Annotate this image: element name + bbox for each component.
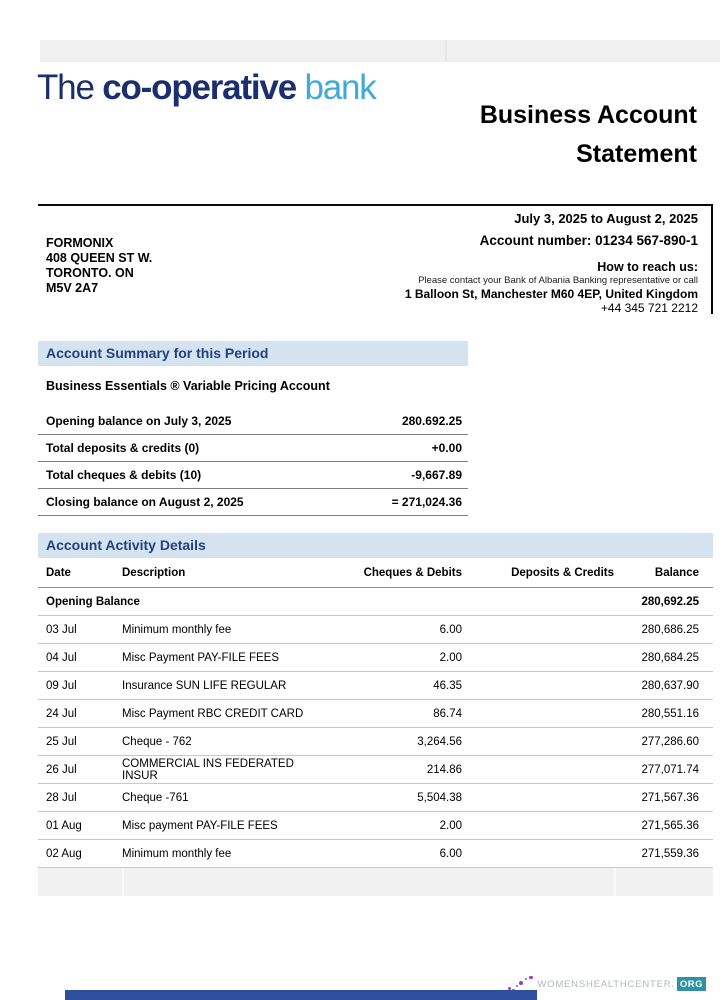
- summary-row-label: Total deposits & credits (0): [46, 441, 200, 455]
- summary-row-label: Opening balance on July 3, 2025: [46, 414, 232, 428]
- cell-description: Misc payment PAY-FILE FEES: [122, 819, 278, 832]
- activity-section-heading: Account Activity Details: [38, 533, 713, 558]
- header-horizontal-rule: [38, 204, 713, 206]
- cell-balance: 271,565.36: [641, 819, 699, 832]
- column-header-balance: Balance: [654, 566, 699, 579]
- cell-debit: 6.00: [439, 847, 462, 860]
- cell-description: Misc Payment RBC CREDIT CARD: [122, 707, 304, 720]
- table-row: [38, 840, 713, 868]
- summary-row-value: = 271,024.36: [391, 495, 462, 509]
- cell-debit: 86.74: [433, 707, 462, 720]
- table-row: [38, 728, 713, 756]
- cell-balance: 280,684.25: [641, 651, 699, 664]
- recipient-postcode: M5V 2A7: [46, 281, 99, 295]
- cell-balance: 280,686.25: [641, 623, 699, 636]
- cell-balance: 280,637.90: [641, 679, 699, 692]
- cell-description: Minimum monthly fee: [122, 847, 232, 860]
- cell-date: 02 Aug: [46, 847, 82, 860]
- cell-balance: 280,551.16: [641, 707, 699, 720]
- cell-description: Cheque -761: [122, 791, 189, 804]
- header-vertical-rule: [711, 204, 713, 314]
- summary-row: [38, 435, 468, 462]
- cell-date: 03 Jul: [46, 623, 77, 636]
- recipient-city: TORONTO. ON: [46, 266, 134, 280]
- cell-debit: 2.00: [439, 819, 462, 832]
- cell-debit: 6.00: [439, 623, 462, 636]
- cell-debit: 3,264.56: [417, 735, 462, 748]
- contact-block: [405, 260, 698, 315]
- cell-description: Insurance SUN LIFE REGULAR: [122, 679, 287, 692]
- opening-balance-row: [38, 588, 713, 616]
- summary-row-value: -9,667.89: [411, 468, 462, 482]
- summary-row-label: Total cheques & debits (10): [46, 468, 202, 482]
- cell-description: Minimum monthly fee: [122, 623, 232, 636]
- product-name: Business Essentials ® Variable Pricing Account: [46, 379, 330, 393]
- summary-row-value: +0.00: [431, 441, 462, 455]
- cell-debit: 2.00: [439, 651, 462, 664]
- top-gray-bar-divider: [445, 40, 447, 62]
- cell-balance: 271,559.36: [641, 847, 699, 860]
- document-title-line2: Statement: [576, 140, 697, 168]
- column-header-debits: Cheques & Debits: [363, 566, 462, 579]
- contact-phone: +44 345 721 2212: [600, 301, 698, 315]
- top-gray-bar: [40, 40, 720, 62]
- summary-row: [38, 462, 468, 489]
- logo-text-the: The: [37, 68, 103, 107]
- recipient-name: FORMONIX: [46, 236, 114, 250]
- bottom-blue-bar: [65, 990, 537, 1000]
- column-header-date: Date: [46, 566, 71, 579]
- table-footer-band: [38, 868, 713, 896]
- summary-row-value: 280.692.25: [401, 414, 462, 428]
- logo-text-bank: bank: [295, 68, 376, 107]
- contact-heading: How to reach us:: [597, 260, 698, 274]
- cell-debit: 46.35: [433, 679, 462, 692]
- cell-balance: 277,286.60: [641, 735, 699, 748]
- footer-site-name: WOMENSHEALTHCENTER.: [537, 978, 675, 990]
- cell-debit: 5,504.38: [417, 791, 462, 804]
- bank-logo: [37, 70, 376, 105]
- summary-row: [38, 408, 468, 435]
- document-title: [480, 96, 697, 174]
- table-row: [38, 672, 713, 700]
- recipient-street: 408 QUEEN ST W.: [46, 251, 153, 265]
- cell-description: Cheque - 762: [122, 735, 192, 748]
- summary-section-heading: Account Summary for this Period: [38, 341, 468, 366]
- summary-row: [38, 489, 468, 516]
- cell-date: 01 Aug: [46, 819, 82, 832]
- recipient-address-block: [46, 236, 152, 296]
- table-row: [38, 616, 713, 644]
- column-header-description: Description: [122, 566, 186, 579]
- cell-balance: 271,567.36: [641, 791, 699, 804]
- cell-description: Misc Payment PAY-FILE FEES: [122, 651, 280, 664]
- summary-table: [38, 408, 468, 516]
- logo-text-cooperative: co-operative: [102, 68, 296, 107]
- table-row: [38, 812, 713, 840]
- column-header-credits: Deposits & Credits: [511, 566, 614, 579]
- summary-row-label: Closing balance on August 2, 2025: [46, 495, 244, 509]
- footer-logo: [508, 975, 706, 993]
- cell-balance: 280,692.25: [641, 595, 699, 608]
- cell-date: 28 Jul: [46, 791, 77, 804]
- table-row: [38, 756, 713, 784]
- contact-instruction: Please contact your Bank of Albania Banking representative or call: [418, 275, 698, 286]
- activity-table: [38, 558, 713, 896]
- cell-date: 04 Jul: [46, 651, 77, 664]
- activity-table-header: [38, 558, 713, 588]
- cell-date: 24 Jul: [46, 707, 77, 720]
- table-row: [38, 784, 713, 812]
- table-footer-divider: [122, 868, 124, 896]
- contact-address: 1 Balloon St, Manchester M60 4EP, United Kingdom: [404, 287, 698, 301]
- footer-org-badge: ORG: [677, 977, 706, 991]
- cell-balance: 277,071.74: [641, 763, 699, 776]
- table-row: [38, 700, 713, 728]
- cell-opening-label: Opening Balance: [46, 595, 140, 608]
- cell-date: 09 Jul: [46, 679, 77, 692]
- cell-date: 26 Jul: [46, 763, 77, 776]
- table-footer-divider: [614, 868, 616, 896]
- document-title-line1: Business Account: [479, 101, 697, 129]
- cell-date: 25 Jul: [46, 735, 77, 748]
- cell-debit: 214.86: [426, 763, 462, 776]
- account-number: Account number: 01234 567-890-1: [479, 233, 698, 248]
- statement-period: July 3, 2025 to August 2, 2025: [514, 211, 698, 226]
- table-row: [38, 644, 713, 672]
- cell-description: COMMERCIAL INS FEDERATED INSUR: [122, 757, 294, 782]
